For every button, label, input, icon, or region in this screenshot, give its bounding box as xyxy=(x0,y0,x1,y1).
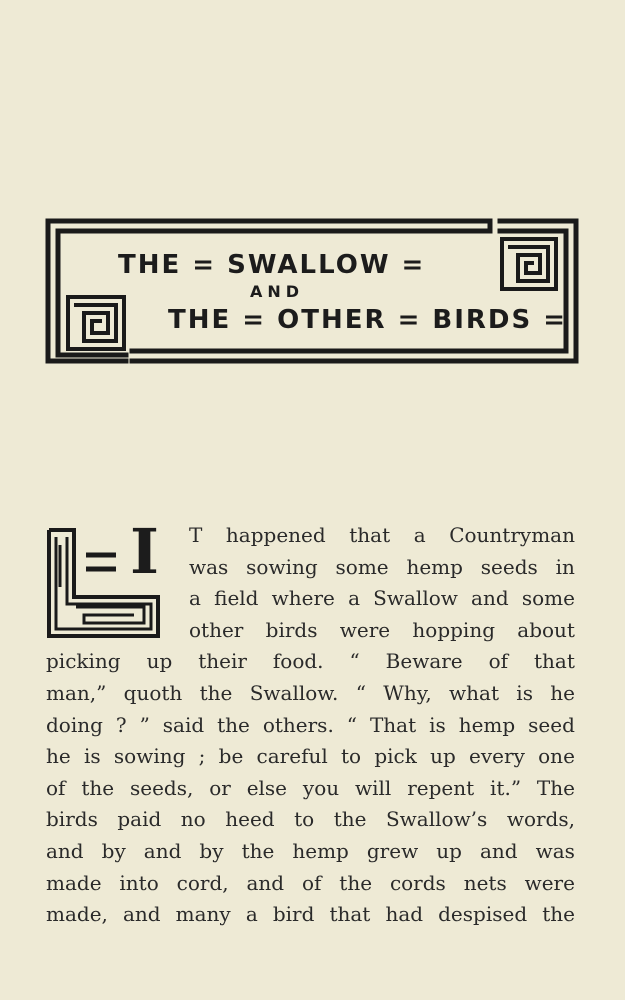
body-line: birds paid no heed to the Swallow’s words, xyxy=(46,807,575,832)
body-line: picking up their food. “ Beware of that xyxy=(46,649,575,674)
body-line: made, and many a bird that had despised the xyxy=(46,902,575,927)
body-line: other birds were hopping about xyxy=(189,617,575,642)
body-line: and by and by the hemp grew up and was xyxy=(46,839,575,863)
body-line: he is sowing ; be careful to pick up every one xyxy=(46,744,575,769)
drop-cap-letter: I xyxy=(130,515,160,588)
body-line: of the seeds, or else you will repent it.” The xyxy=(46,775,575,800)
drop-cap xyxy=(46,515,162,639)
title-block xyxy=(44,217,580,365)
title-line-1: THE = SWALLOW = xyxy=(118,250,426,280)
body-line: doing ? ” said the others. “ That is hemp seed xyxy=(46,712,575,737)
body-line: was sowing some hemp seeds in xyxy=(189,554,575,579)
body-line: a field where a Swallow and some xyxy=(189,586,575,611)
title-line-2: AND xyxy=(250,282,305,301)
title-line-3: THE = OTHER = BIRDS = xyxy=(168,305,568,335)
title-frame-ornament xyxy=(44,217,580,365)
body-line: T happened that a Countryman xyxy=(189,523,575,547)
body-line: made into cord, and of the cords nets were xyxy=(46,870,575,895)
body-line: man,” quoth the Swallow. “ Why, what is he xyxy=(46,681,575,705)
